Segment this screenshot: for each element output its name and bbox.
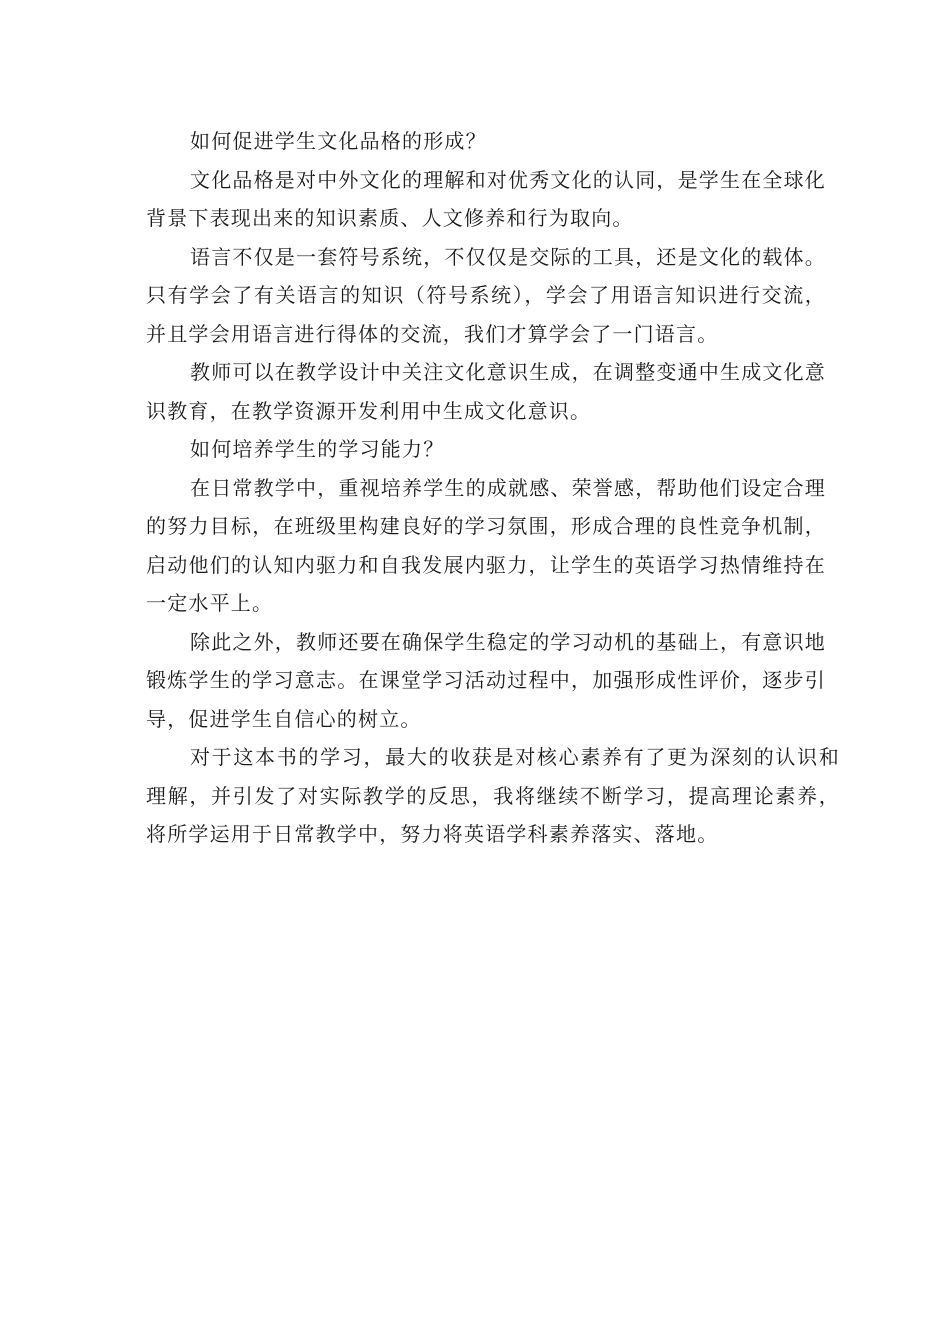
paragraph-learning-motivation: 除此之外，教师还要在确保学生稳定的学习动机的基础上，有意识地锻炼学生的学习意志。在课堂学习活动过程中，加强形成性评价，逐步引导，促进学生自信心的树立。 — [146, 629, 826, 731]
paragraph-conclusion: 对于这本书的学习，最大的收获是对核心素养有了更为深刻的认识和理解，并引发了对实际教学的反思，我将继续不断学习，提高理论素养，将所学运用于日常教学中，努力将英语学科素养落实、落地。 — [146, 745, 840, 846]
paragraph-cultural-character-definition: 文化品格是对中外文化的理解和对优秀文化的认同，是学生在全球化背景下表现出来的知识素质、人文修养和行为取向。 — [146, 167, 826, 230]
paragraph-daily-teaching: 在日常教学中，重视培养学生的成就感、荣誉感，帮助他们设定合理的努力目标，在班级里构建良好的学习氛围，形成合理的良性竞争机制，启动他们的认知内驱力和自我发展内驱力，让学生的英语学习热情维持在一定水平上。 — [146, 475, 826, 615]
paragraph-teacher-cultural-awareness: 教师可以在教学设计中关注文化意识生成，在调整变通中生成文化意识教育，在教学资源开发利用中生成文化意识。 — [146, 360, 826, 423]
paragraph-language-as-culture-carrier: 语言不仅是一套符号系统，不仅仅是交际的工具，还是文化的载体。只有学会了有关语言的知识（符号系统），学会了用语言知识进行交流，并且学会用语言进行得体的交流，我们才算学会了一门语言。 — [146, 244, 826, 346]
paragraph-heading-cultural-character: 如何促进学生文化品格的形成？ — [190, 129, 487, 153]
document-body — [146, 122, 840, 854]
paragraph-heading-learning-ability: 如何培养学生的学习能力？ — [190, 437, 445, 461]
